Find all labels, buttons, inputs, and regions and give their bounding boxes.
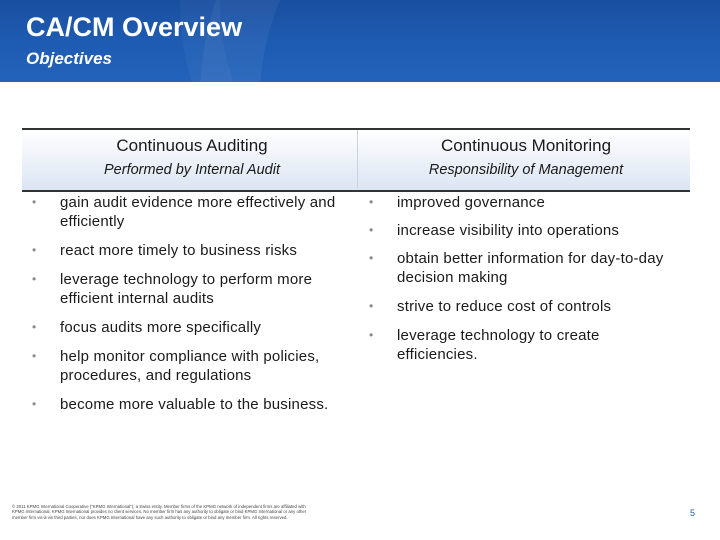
list-item: • improved governance <box>369 194 546 211</box>
slide-title: CA/CM Overview <box>26 12 243 42</box>
bullet-icon: • <box>369 251 374 265</box>
list-item: • leverage technology to create efficiencies. <box>369 327 600 363</box>
table-header <box>22 128 690 192</box>
list-item: • help monitor compliance with policies, procedures, and regulations <box>32 348 320 384</box>
list-item: • leverage technology to perform more efficient internal audits <box>32 271 313 307</box>
bullet-icon: • <box>369 223 374 237</box>
list-item: • gain audit evidence more effectively and efficiently <box>32 194 336 230</box>
list-item: • become more valuable to the business. <box>32 396 329 413</box>
continuous-auditing-list <box>32 193 362 414</box>
slide-subtitle: Objectives <box>26 49 112 68</box>
continuous-monitoring-subheading: Responsibility of Management <box>428 162 624 178</box>
bullet-icon: • <box>32 320 37 334</box>
page-number: 5 <box>690 508 696 518</box>
list-item: • increase visibility into operations <box>369 222 620 239</box>
bullet-icon: • <box>369 195 374 209</box>
column-divider <box>357 130 358 188</box>
list-item: • strive to reduce cost of controls <box>369 298 612 315</box>
bullet-icon: • <box>32 349 37 363</box>
continuous-monitoring-list <box>369 193 669 364</box>
bullet-icon: • <box>32 272 37 286</box>
list-item: • react more timely to business risks <box>32 242 298 259</box>
bullet-icon: • <box>369 328 374 342</box>
bullet-icon: • <box>32 195 37 209</box>
list-item: • obtain better information for day-to-day decision making <box>369 250 664 286</box>
continuous-monitoring-heading: Continuous Monitoring <box>440 136 612 155</box>
bullet-icon: • <box>32 397 37 411</box>
header-banner <box>0 0 720 82</box>
continuous-auditing-subheading: Performed by Internal Audit <box>104 162 280 178</box>
list-item: • focus audits more specifically <box>32 319 262 336</box>
copyright-notice: © 2011 KPMG International Cooperative ("KPMG International"), a Swiss entity. Member firms of the KPMG network of independent firms are affiliated with KPMG International. KPMG International provides no client services. No member firm has any authority to obligate or bind KPMG International or any other member firm vis-à-vis third parties, nor does KPMG International have any such authority to obligate or bind any member firm. All rights reserved. <box>12 504 307 520</box>
bullet-icon: • <box>369 299 374 313</box>
continuous-auditing-heading: Continuous Auditing <box>116 136 268 155</box>
header-decoration <box>180 0 720 82</box>
bullet-icon: • <box>32 243 37 257</box>
